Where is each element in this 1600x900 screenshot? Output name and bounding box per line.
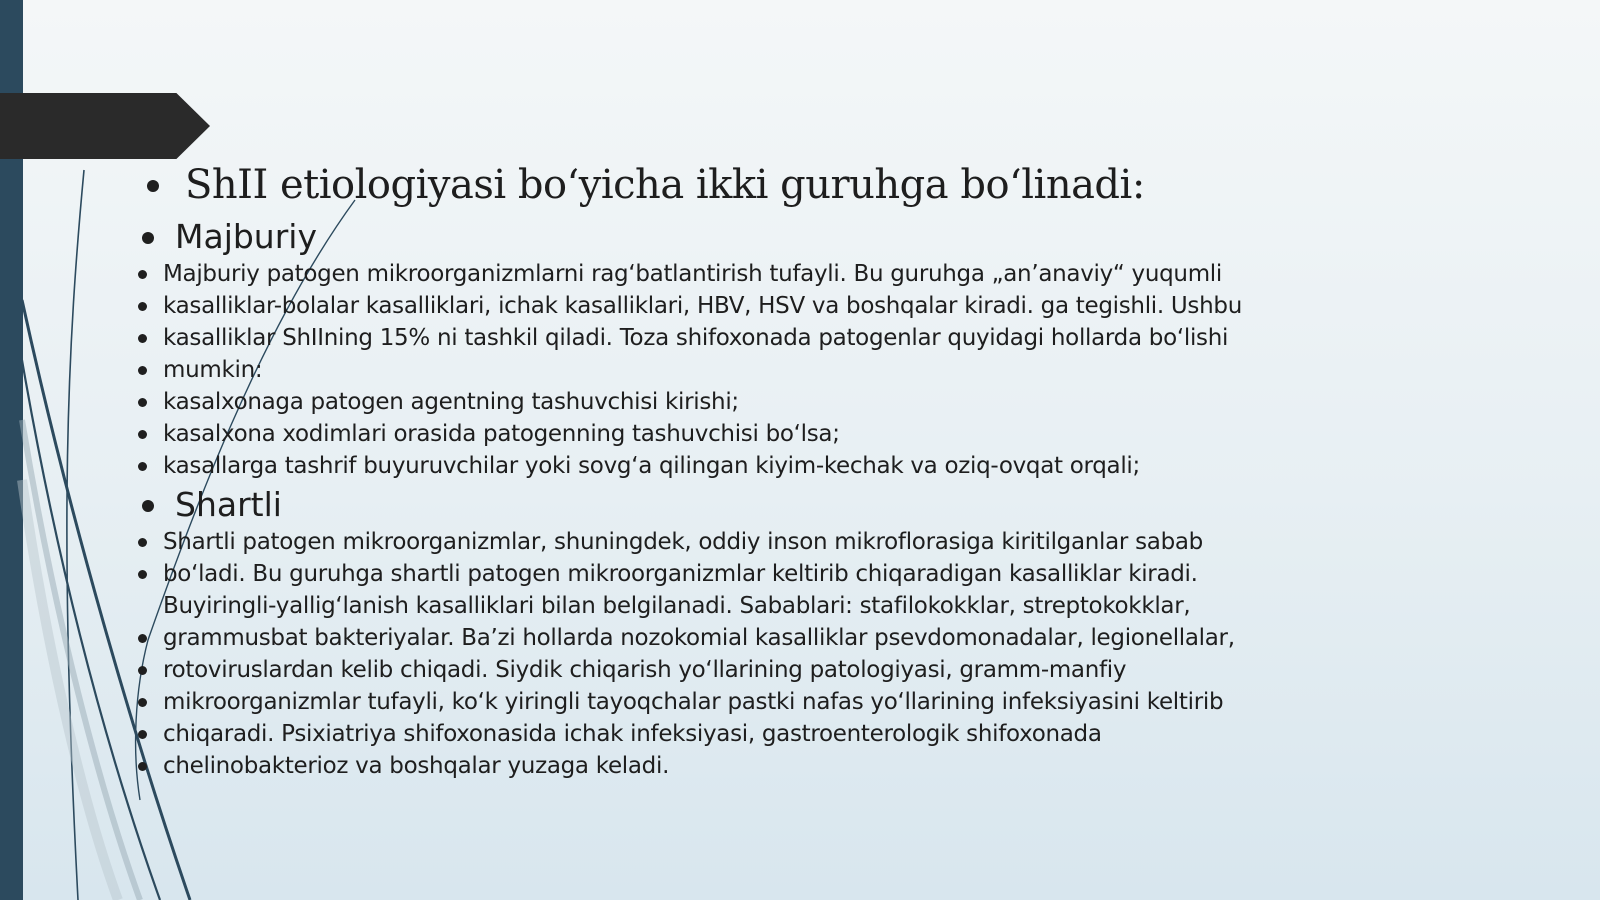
title-arrow-marker [0, 93, 210, 159]
bullet-dot [138, 538, 147, 547]
bullet-dot [142, 500, 154, 512]
bullet-dot [138, 302, 147, 311]
bullet-dot [138, 730, 147, 739]
bullet-dot [138, 570, 147, 579]
bullet-dot [138, 698, 147, 707]
bullet-dot [142, 232, 154, 244]
bullet-dot [138, 398, 147, 407]
bullet-dot [138, 366, 147, 375]
bullet-dot [138, 334, 147, 343]
bullet-dot [138, 270, 147, 279]
slide-title: ShII etiologiyasi bo‘yicha ikki guruhga bo‘linadi: [185, 162, 1145, 208]
bullet-dot [138, 430, 147, 439]
bullet-dot [138, 462, 147, 471]
bullet-dot [147, 180, 159, 192]
bullet-dot [138, 762, 147, 771]
bullet-dot [138, 666, 147, 675]
bullet-dot [138, 634, 147, 643]
